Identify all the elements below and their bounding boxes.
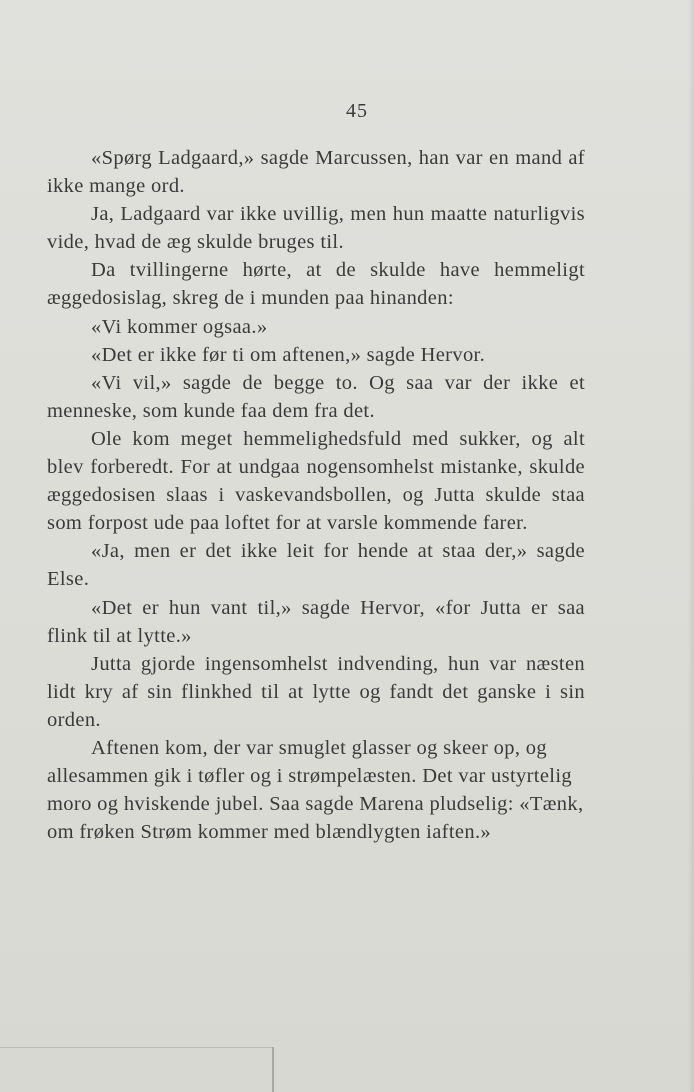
- scan-edge-line: [0, 1047, 272, 1048]
- body-text: [47, 144, 585, 846]
- page-edge-shadow: [688, 0, 694, 1092]
- paragraph: Ole kom meget hemmelighedsfuld med sukker, og alt blev forberedt. For at undgaa nogensomhelst mistanke, skulde æggedosisen slaas i vaskevandsbollen, og Jutta skulde staa som forpost ude paa loftet for at varsle kommende farer.: [47, 427, 585, 535]
- paragraph: «Vi vil,» sagde de begge to. Og saa var der ikke et menneske, som kunde faa dem fra det.: [47, 371, 585, 422]
- page-number: 45: [346, 100, 368, 122]
- paragraph: «Det er ikke før ti om aftenen,» sagde Hervor.: [91, 343, 486, 366]
- paragraph: Da tvillingerne hørte, at de skulde have hemmeligt æggedosislag, skreg de i munden paa hinanden:: [47, 259, 585, 310]
- paragraph: «Det er hun vant til,» sagde Hervor, «for Jutta er saa flink til at lytte.»: [47, 596, 585, 647]
- paragraph: «Ja, men er det ikke leit for hende at staa der,» sagde Else.: [47, 540, 585, 591]
- paragraph: Aftenen kom, der var smuglet glasser og skeer op, og allesammen gik i tøfler og i strømpelæsten. Det var ustyrtelig moro og hviskende jubel. Saa sagde Marena pludselig: «Tænk, om frøken Strøm kommer med blændlygten iaften.»: [47, 736, 584, 844]
- scan-edge-mark: [272, 1047, 274, 1092]
- paragraph: «Vi kommer ogsaa.»: [91, 315, 268, 338]
- paragraph: «Spørg Ladgaard,» sagde Marcussen, han var en mand af ikke mange ord.: [47, 147, 585, 198]
- paragraph: Ja, Ladgaard var ikke uvillig, men hun maatte naturligvis vide, hvad de æg skulde bruges til.: [47, 203, 585, 254]
- paragraph: Jutta gjorde ingensomhelst indvending, hun var næsten lidt kry af sin flinkhed til at lytte og fandt det ganske i sin orden.: [47, 652, 585, 731]
